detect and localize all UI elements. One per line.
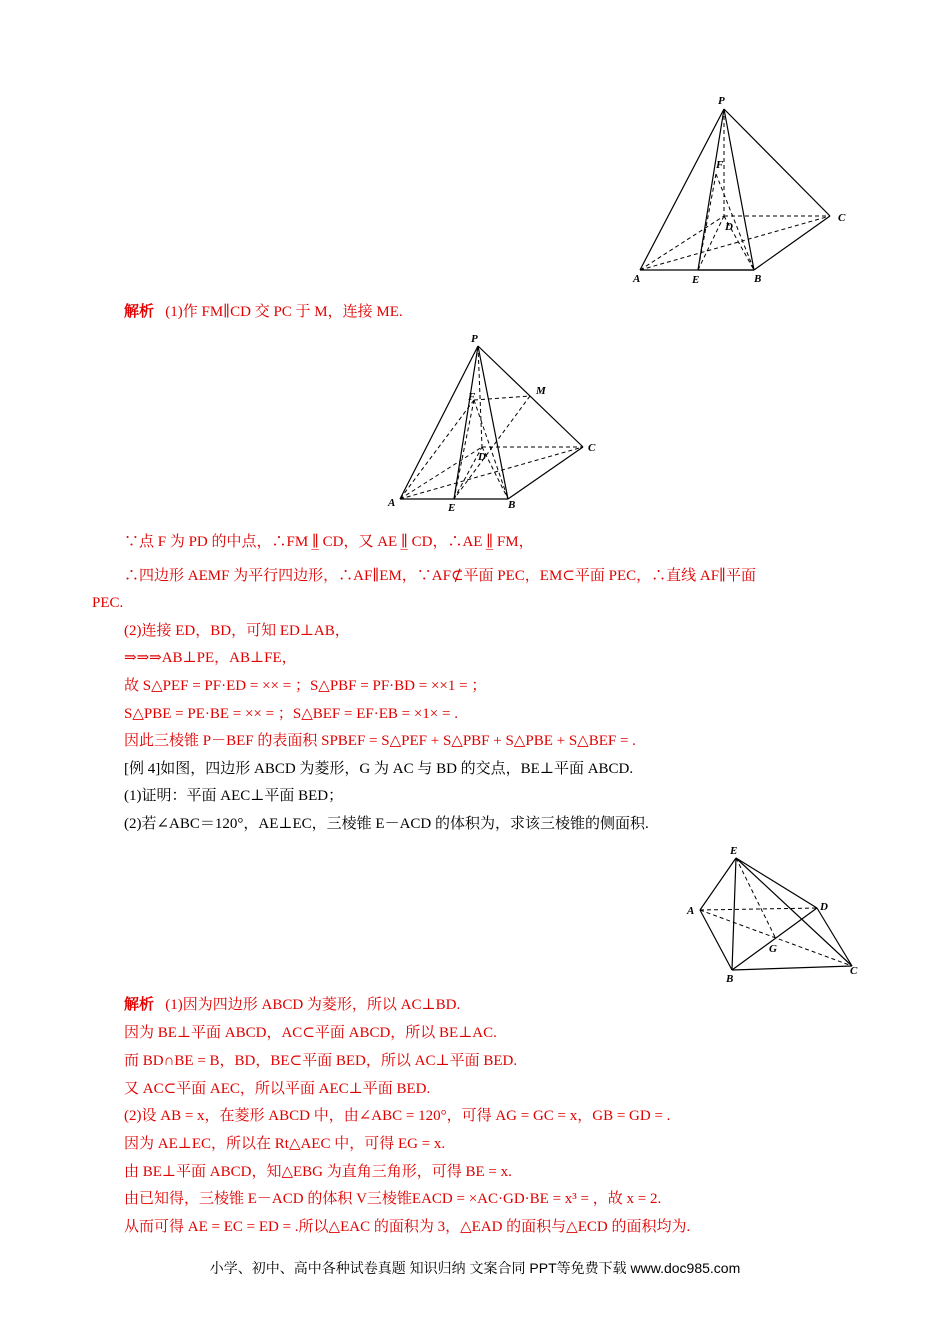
- solution2-line-9: 从而可得 AE = EC = ED = .所以△EAC 的面积为 3，△EAD 的面积与△ECD 的面积均为.: [124, 1219, 691, 1235]
- solution-line-3: ∴四边形 AEMF 为平行四边形，∴AF∥EM，∵AF⊄平面 PEC，EM⊂平面 PEC，∴直线 AF∥平面: [124, 568, 756, 584]
- solution-line-6: ⇒⇒⇒AB⊥PE，AB⊥FE，: [124, 650, 297, 666]
- solution2-line-3: 而 BD∩BE = B，BD，BE⊂平面 BED，所以 AC⊥平面 BED.: [124, 1053, 518, 1069]
- solution-line-4: PEC.: [92, 595, 124, 611]
- footer: 小学、初中、高中各种试卷真题 知识归纳 文案合同 PPT等免费下载 www.doc985.com: [209, 1260, 741, 1276]
- solution-label: 解析: [124, 304, 155, 320]
- solution-line-9: 因此三棱锥 P－BEF 的表面积 SPBEF = S△PEF + S△PBF + S△PBE + S△BEF = .: [124, 733, 636, 749]
- fig3-label-A: A: [687, 905, 695, 917]
- solution2-line-1: [124, 995, 950, 1015]
- fig3-label-D: D: [820, 901, 828, 913]
- fig2-label-E: E: [448, 502, 456, 514]
- figure-pyramid-2: [378, 330, 618, 520]
- fig2-label-D: D: [478, 451, 486, 463]
- fig2-label-B: B: [508, 499, 516, 511]
- solution2-line-5: (2)设 AB = x，在菱形 ABCD 中，由∠ABC = 120°，可得 AG = GC = x，GB = GD = .: [124, 1108, 671, 1124]
- solution2-line-7: 由 BE⊥平面 ABCD，知△EBG 为直角三角形，可得 BE = x.: [124, 1164, 512, 1180]
- solution-line-8: S△PBE = PE·BE = ×× = ；S△BEF = EF·EB = ×1× = .: [124, 706, 458, 722]
- fig3-label-C: C: [850, 965, 858, 977]
- fig2-label-P: P: [471, 333, 478, 345]
- line-text: (1)因为四边形 ABCD 为菱形，所以 AC⊥BD.: [165, 997, 461, 1013]
- fig2-label-A: A: [388, 497, 396, 509]
- fig1-label-A: A: [633, 273, 641, 285]
- fig2-label-C: C: [588, 442, 596, 454]
- fig1-label-P: P: [718, 95, 725, 107]
- fig1-label-B: B: [754, 273, 762, 285]
- figure-rhombus: [680, 840, 870, 990]
- example-4-line-2: (1)证明：平面 AEC⊥平面 BED；: [124, 788, 344, 804]
- example-4-line-1: [例 4]如图，四边形 ABCD 为菱形，G 为 AC 与 BD 的交点，BE⊥平面 ABCD.: [124, 761, 634, 777]
- figure-pyramid-1: [620, 92, 860, 292]
- fig3-label-B: B: [726, 973, 734, 985]
- solution-line-7: 故 S△PEF = PF·ED = ×× = ；S△PBF = PF·BD = ××1 = ；: [124, 678, 487, 694]
- fig3-label-E: E: [730, 845, 738, 857]
- solution-line-1: [124, 302, 950, 322]
- fig1-label-E: E: [692, 274, 700, 286]
- solution2-line-4: 又 AC⊂平面 AEC，所以平面 AEC⊥平面 BED.: [124, 1081, 431, 1097]
- solution-label: 解析: [124, 997, 155, 1013]
- fig2-label-F: F: [468, 391, 476, 403]
- solution-line-2: ∵点 F 为 PD 的中点，∴FM ∥̲ CD，又 AE ∥̲ CD，∴AE ∥̲ FM，: [124, 534, 534, 550]
- fig2-label-M: M: [536, 385, 546, 397]
- fig3-label-G: G: [769, 943, 777, 955]
- solution2-line-2: 因为 BE⊥平面 ABCD，AC⊂平面 ABCD，所以 BE⊥AC.: [124, 1025, 497, 1041]
- example-4-line-3: (2)若∠ABC＝120°，AE⊥EC，三棱锥 E－ACD 的体积为，求该三棱锥的侧面积.: [124, 816, 649, 832]
- fig1-label-D: D: [725, 221, 733, 233]
- solution-line-5: (2)连接 ED，BD，可知 ED⊥AB，: [124, 623, 350, 639]
- solution2-line-8: 由已知得，三棱锥 E－ACD 的体积 V三棱锥EACD = ×AC·GD·BE = x³ = ，故 x = 2.: [124, 1191, 662, 1207]
- fig1-label-F: F: [716, 159, 724, 171]
- line-text: (1)作 FM∥CD 交 PC 于 M，连接 ME.: [165, 304, 403, 320]
- fig1-label-C: C: [838, 212, 846, 224]
- solution2-line-6: 因为 AE⊥EC，所以在 Rt△AEC 中，可得 EG = x.: [124, 1136, 446, 1152]
